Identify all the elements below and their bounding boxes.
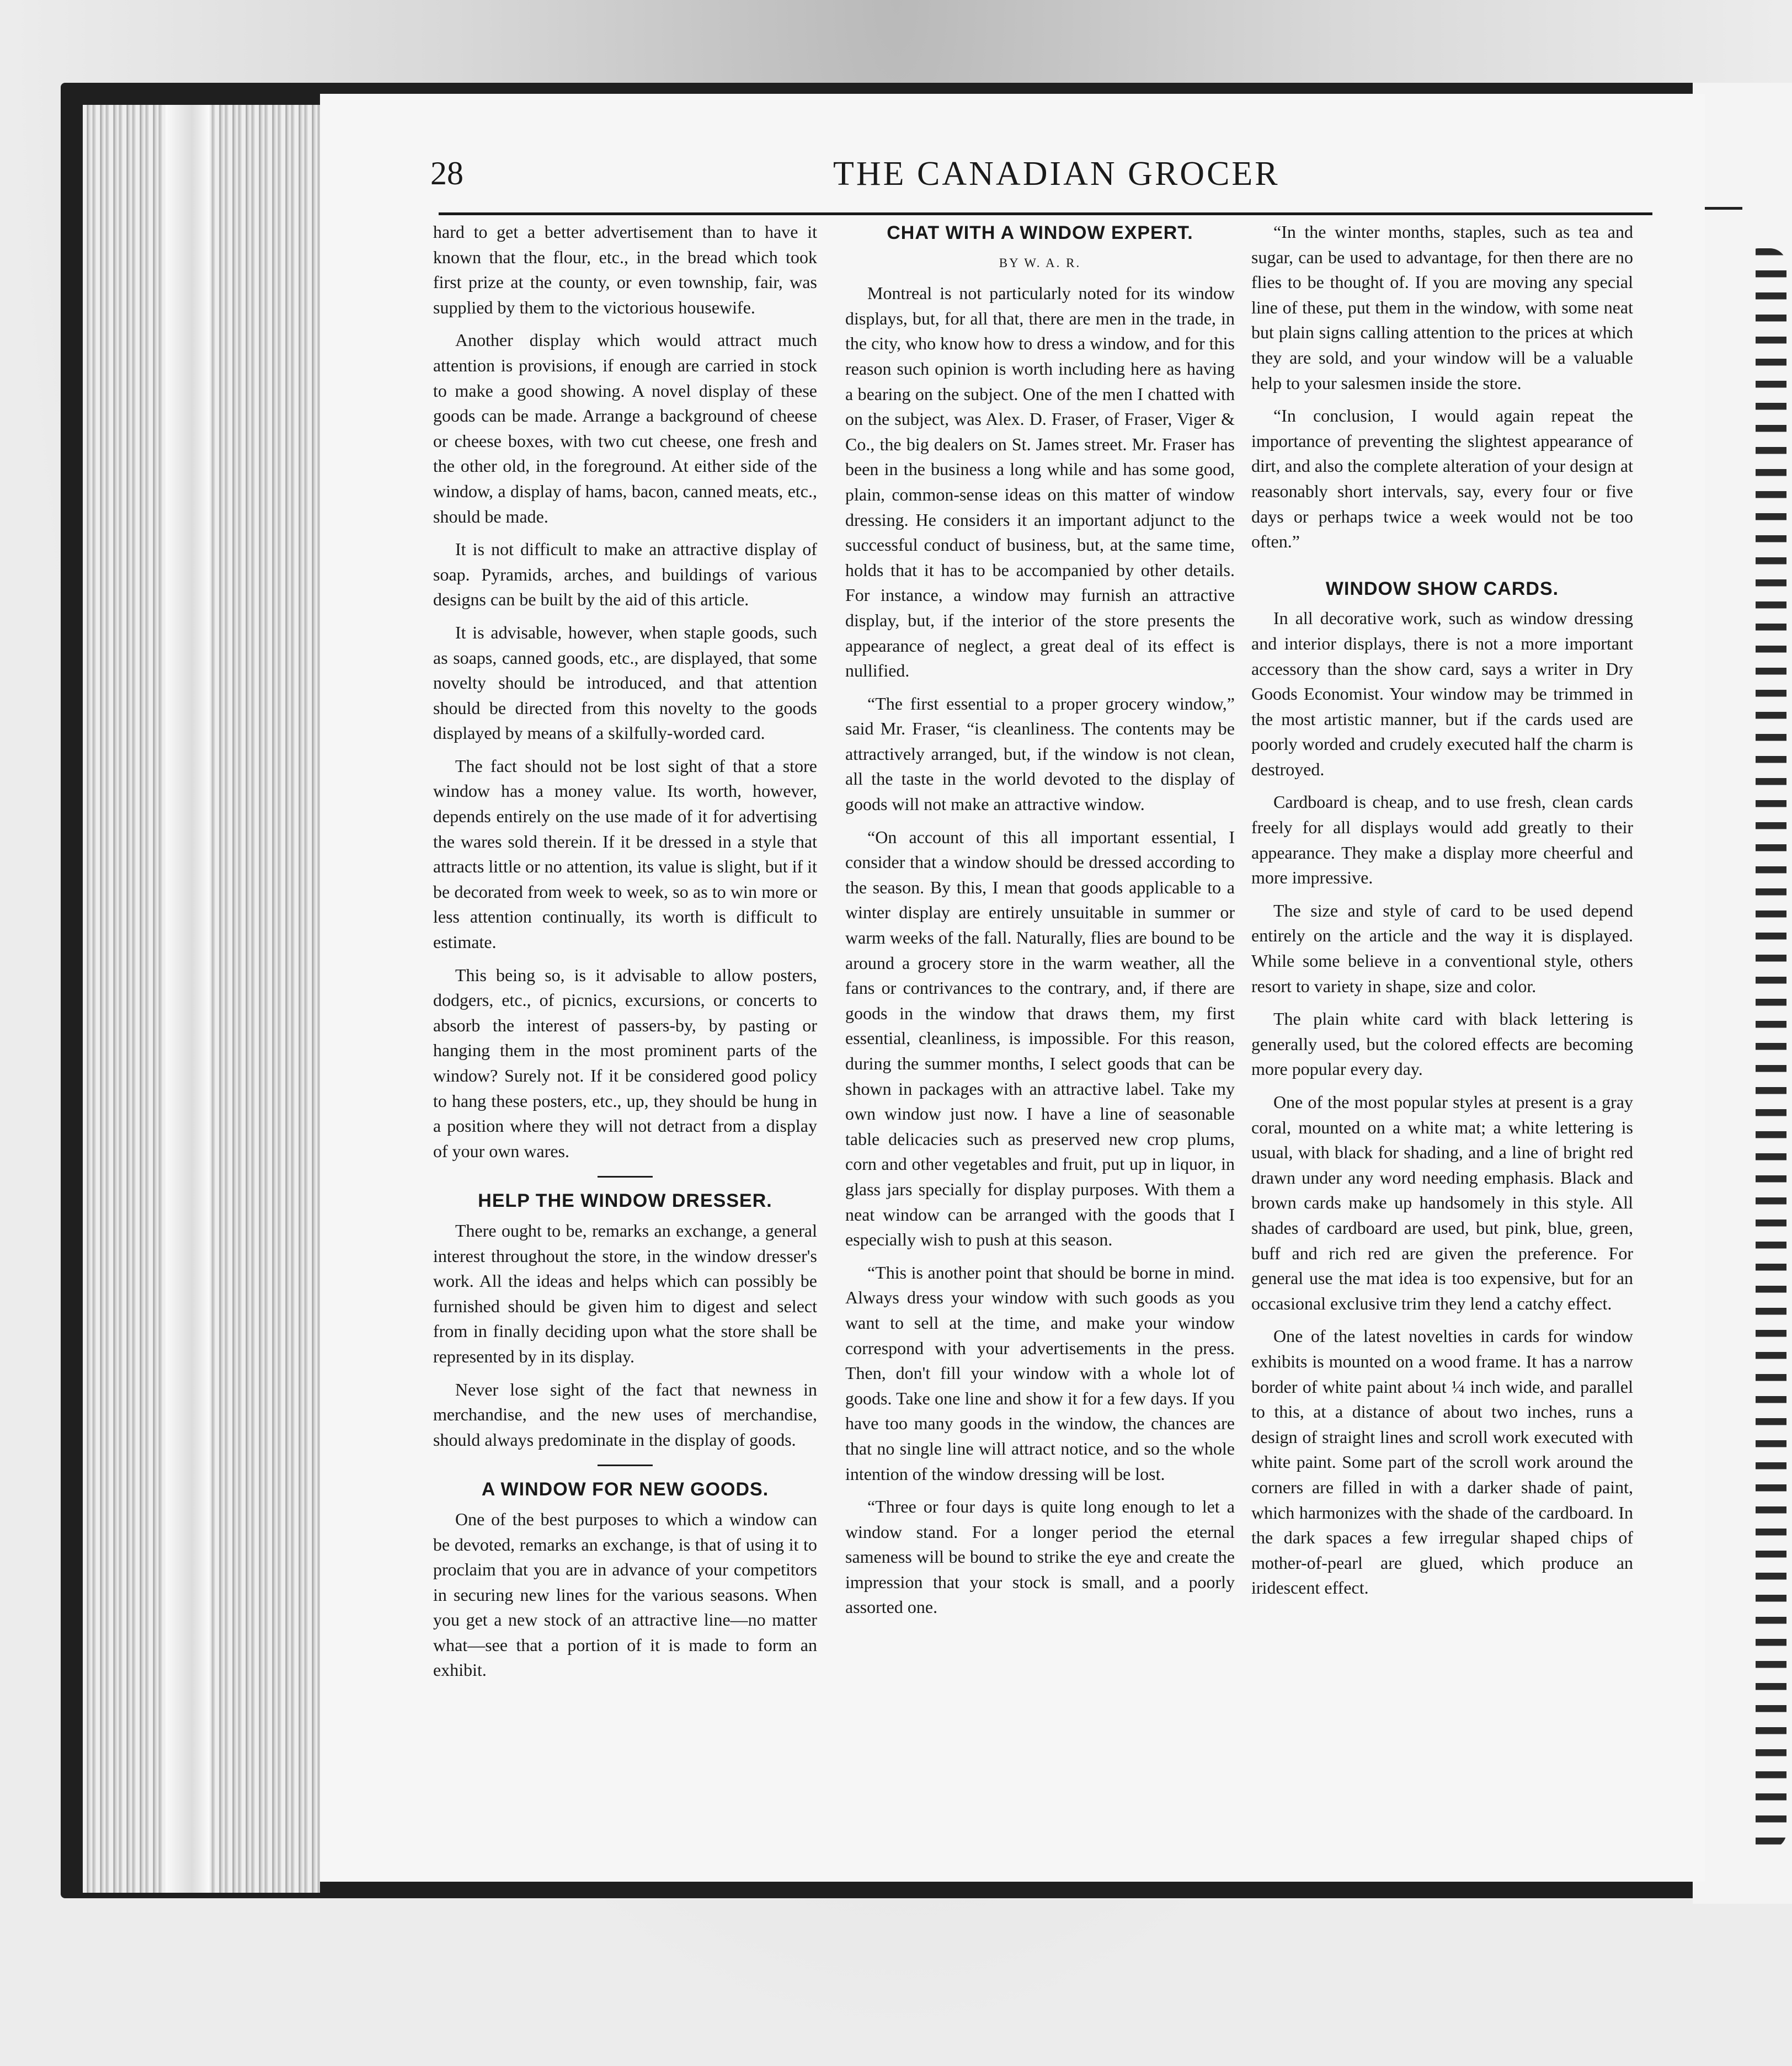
paragraph: In all decorative work, such as window dressing and interior displays, there is not a more important accessory than the show card, says a writer in Dry Goods Economist. Your window may be trimmed in the most artistic manner, but if the cards used are poorly worded and crudely executed half the charm is destroyed. <box>1251 608 1633 779</box>
section-separator <box>598 1176 653 1178</box>
paragraph: The size and style of card to be used depend entirely on the article and the way it is displayed. While some believe in a conventional style, others resort to variety in shape, size and color. <box>1251 900 1633 996</box>
article-heading: A WINDOW FOR NEW GOODS. <box>481 1479 769 1500</box>
article-heading: WINDOW SHOW CARDS. <box>1325 578 1559 599</box>
paragraph: Montreal is not particularly noted for its window displays, but, for all that, there are men in the trade, in the city, who know how to dress a window, and for this reason such opinion is worth including here as having a bearing on the subject. One of the men I chatted with on the subject, was Alex. D. Fraser, of Fraser, Viger & Co., the big dealers on St. James street. Mr. Fraser has been in the business a long while and has some good, plain, common-sense ideas on this matter of window dressing. He considers it an important adjunct to the successful conduct of business, but, at the same time, holds that it has to be accompanied by other details. For instance, a window may furnish an attractive display, but, if the interior of the store presents the appearance of neglect, a great deal of its effect is nullified. <box>845 283 1235 681</box>
paragraph: One of the best purposes to which a window can be devoted, remarks an exchange, is that of using it to proclaim that you are in advance of your competitors in securing new lines for the various seasons. When you get a new stock of an attractive line—no matter what—see that a portion of it is made to form an exhibit. <box>433 1509 817 1680</box>
paragraph: The plain white card with black lettering is generally used, but the colored effects are becoming more popular every day. <box>1251 1009 1633 1079</box>
paragraph: “In conclusion, I would again repeat the importance of preventing the slightest appearance of dirt, and also the complete alteration of your design at reasonably short intervals, say, every four or five days or perhaps twice a week would not be too often.” <box>1251 406 1633 552</box>
page-edges <box>83 105 320 1893</box>
article-heading: CHAT WITH A WINDOW EXPERT. <box>887 222 1193 243</box>
section-separator <box>598 1465 653 1466</box>
column-3 <box>1251 220 1633 1609</box>
facing-page-edge <box>1693 83 1792 1904</box>
paragraph: Cardboard is cheap, and to use fresh, clean cards freely for all displays would add greatly to their appearance. They make a display more cheerful and more impressive. <box>1251 792 1633 888</box>
paragraph: “In the winter months, staples, such as tea and sugar, can be used to advantage, for then there are no flies to be thought of. If you are moving any special line of these, put them in the window, with some neat but plain signs calling attention to the prices at which they are sold, and your window will be a valuable help to your salesmen inside the store. <box>1251 222 1633 393</box>
byline: BY W. A. R. <box>999 255 1081 270</box>
paragraph: One of the latest novelties in cards for window exhibits is mounted on a wood frame. It has a narrow border of white paint about ¼ inch wide, and parallel to this, at a distance of about two inches, runs a design of straight lines and scroll work executed with white paint. Some part of the scroll work around the corners are filled in with a darker shade of paint, which harmonizes with the shade of the cardboard. In the dark spaces a few irregular shaped chips of mother-of-pearl are glued, which produce an iridescent effect. <box>1251 1326 1633 1598</box>
paragraph: Never lose sight of the fact that newness in merchandise, and the new uses of merchandise, should always predominate in the display of goods. <box>433 1379 817 1450</box>
paragraph: This being so, is it advisable to allow posters, dodgers, etc., of picnics, excursions, or concerts to absorb the interest of passers-by, by pasting or hanging them in the most prominent parts of the window? Surely not. If it be considered good policy to hang these posters, etc., up, they should be hung in a position where they will not detract from a display of your own wares. <box>433 965 817 1161</box>
column-2 <box>845 220 1235 1628</box>
running-title: THE CANADIAN GROCER <box>833 155 1280 193</box>
paragraph: “The first essential to a proper grocery window,” said Mr. Fraser, “is cleanliness. The contents may be attractively arranged, but, if the window is not clean, all the taste in the world devoted to the display of goods will not make an attractive window. <box>845 693 1235 814</box>
facing-page-binding <box>1742 248 1786 1849</box>
paragraph: One of the most popular styles at present is a gray coral, mounted on a white mat; a white lettering is usual, with black for shading, and a line of bright red drawn under any word needing emphasis. Black and brown cards make up handsomely in this style. All shades of cardboard are used, but pink, blue, green, buff and rich red are given the preference. For general use the mat idea is too expensive, but for an occasional exclusive trim they lend a catchy effect. <box>1251 1092 1633 1313</box>
article-heading: HELP THE WINDOW DRESSER. <box>478 1190 772 1212</box>
paragraph: “This is another point that should be borne in mind. Always dress your window with such goods as you want to sell at the time, and make your window correspond with your advertisements in the press. Then, don't fill your window with a whole lot of goods. Take one line and show it for a few days. If you have too many goods in the window, the chances are that no single line will attract notice, and so the whole intention of the window dressing will be lost. <box>845 1262 1235 1484</box>
paragraph: It is advisable, however, when staple goods, such as soaps, canned goods, etc., are displayed, that some novelty should be introduced, and that attention should be directed from this novelty to the goods displayed by means of a skilfully-worded card. <box>433 622 817 743</box>
paragraph: hard to get a better advertisement than to have it known that the flour, etc., in the bread which took first prize at the county, or even township, fair, was supplied by them to the victorious housewife. <box>433 222 817 317</box>
page-number: 28 <box>430 155 463 191</box>
paragraph: “On account of this all important essential, I consider that a window should be dressed according to the season. By this, I mean that goods applicable to a winter display are entirely unsuitable in summer or warm weeks of the fall. Naturally, flies are bound to be around a grocery store in the warm weather, all the fans or contrivances to the contrary, and, if there are goods in the window that draws them, my first essential, cleanliness, is impossible. For this reason, during the summer months, I select goods that can be shown in packages with an attractive label. Take my own window just now. I have a line of seasonable table delicacies such as preserved new crop plums, corn and other vegetables and fruit, put up in liquor, in glass jars specially for display purposes. With them a neat window can be arranged with the goods that I especially wish to push at this season. <box>845 827 1235 1250</box>
paragraph: There ought to be, remarks an exchange, a general interest throughout the store, in the window dresser's work. All the ideas and helps which can possibly be furnished should be given him to digest and select from in finally deciding upon what the store shall be represented by in its display. <box>433 1220 817 1366</box>
facing-page-mark <box>1698 207 1742 210</box>
page-header <box>430 155 1650 215</box>
column-1 <box>433 220 817 1691</box>
paragraph: “Three or four days is quite long enough to let a window stand. For a longer period the eternal sameness will be bound to strike the eye and create the impression that your stock is small, and a poorly assorted one. <box>845 1497 1235 1617</box>
paragraph: It is not difficult to make an attractive display of soap. Pyramids, arches, and buildings of various designs can be built by the aid of this article. <box>433 539 817 610</box>
paragraph: The fact should not be lost sight of that a store window has a money value. Its worth, however, depends entirely on the use made of it for advertising the wares sold therein. If it be dressed in a style that attracts little or no attention, its value is slight, but if it be decorated from week to week, so as to win more or less attention continually, its worth is difficult to estimate. <box>433 755 817 952</box>
paragraph: Another display which would attract much attention is provisions, if enough are carried in stock to make a good showing. A novel display of these goods can be made. Arrange a background of cheese or cheese boxes, with two cut cheese, one fresh and the other old, in the foreground. At either side of the window, a display of hams, bacon, canned meats, etc., should be made. <box>433 330 817 526</box>
header-rule <box>439 212 1652 215</box>
